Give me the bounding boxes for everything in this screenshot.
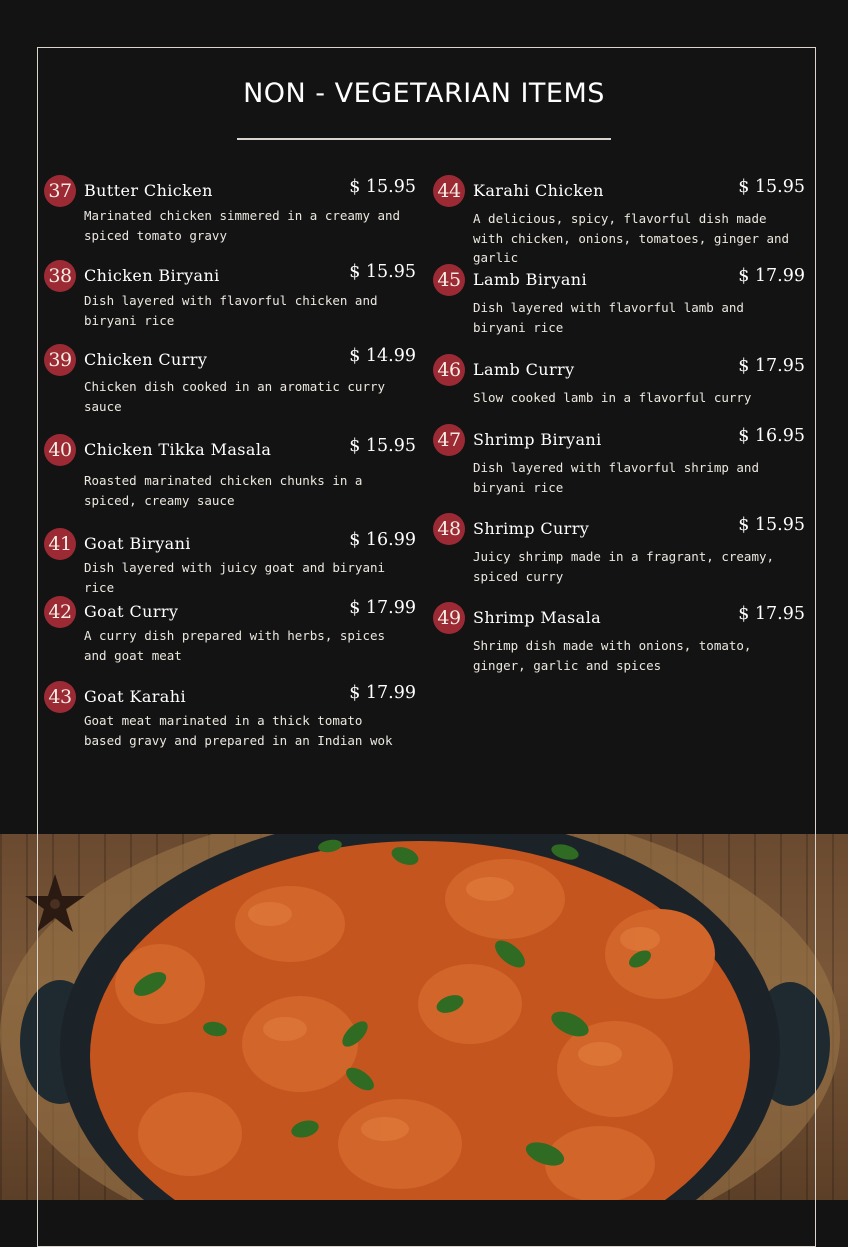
item-number-badge: 42	[44, 596, 76, 628]
item-description: Chicken dish cooked in an aromatic curry sauce	[84, 379, 386, 414]
curry-bowl-illustration	[0, 834, 848, 1200]
item-name: Chicken Biryani	[84, 266, 220, 285]
item-price: $ 16.99	[349, 530, 416, 550]
item-number-badge: 48	[433, 513, 465, 545]
menu-item-44	[433, 175, 805, 265]
menu-item-37	[44, 175, 416, 245]
item-name: Lamb Curry	[473, 360, 575, 379]
item-number-badge: 39	[44, 344, 76, 376]
item-description: Dish layered with flavorful shrimp and biryani rice	[473, 460, 759, 495]
item-name: Goat Karahi	[84, 687, 186, 706]
title-divider	[237, 138, 611, 140]
item-price: $ 17.95	[738, 604, 805, 624]
item-number-badge: 44	[433, 175, 465, 207]
item-price: $ 15.95	[738, 177, 805, 197]
menu-item-42	[44, 596, 416, 666]
item-price: $ 15.95	[349, 262, 416, 282]
item-description: Juicy shrimp made in a fragrant, creamy, spiced curry	[473, 549, 775, 584]
item-price: $ 17.99	[349, 598, 416, 618]
menu-item-49	[433, 602, 805, 672]
item-name: Chicken Curry	[84, 350, 208, 369]
item-number-badge: 47	[433, 424, 465, 456]
item-number-badge: 46	[433, 354, 465, 386]
menu-title: NON - VEGETARIAN ITEMS	[243, 78, 605, 109]
item-description: Dish layered with juicy goat and biryani rice	[84, 560, 386, 595]
item-price: $ 17.99	[349, 683, 416, 703]
menu-item-43	[44, 681, 416, 751]
item-number-badge: 49	[433, 602, 465, 634]
item-name: Shrimp Biryani	[473, 430, 602, 449]
item-description: Slow cooked lamb in a flavorful curry	[473, 390, 752, 405]
item-description: A curry dish prepared with herbs, spices and goat meat	[84, 628, 386, 663]
item-description: Shrimp dish made with onions, tomato, ginger, garlic and spices	[473, 638, 752, 673]
item-name: Lamb Biryani	[473, 270, 587, 289]
menu-item-46	[433, 354, 805, 404]
item-description: Marinated chicken simmered in a creamy and spiced tomato gravy	[84, 208, 401, 243]
item-number-badge: 43	[44, 681, 76, 713]
menu-item-45	[433, 264, 805, 334]
item-name: Chicken Tikka Masala	[84, 440, 272, 459]
item-name: Shrimp Masala	[473, 608, 602, 627]
menu-item-48	[433, 513, 805, 583]
item-price: $ 15.95	[738, 515, 805, 535]
item-name: Karahi Chicken	[473, 181, 604, 200]
item-description: Dish layered with flavorful chicken and biryani rice	[84, 293, 378, 328]
menu-item-47	[433, 424, 805, 494]
menu-item-40	[44, 434, 416, 508]
menu-item-38	[44, 260, 416, 330]
item-description: A delicious, spicy, flavorful dish made with chicken, onions, tomatoes, ginger and garlic	[473, 211, 790, 265]
item-description: Dish layered with flavorful lamb and biryani rice	[473, 300, 744, 335]
item-number-badge: 38	[44, 260, 76, 292]
item-name: Goat Biryani	[84, 534, 191, 553]
menu-item-39	[44, 344, 416, 414]
item-description: Roasted marinated chicken chunks in a spiced, creamy sauce	[84, 473, 363, 508]
menu-item-41	[44, 528, 416, 595]
curry-photo	[0, 834, 848, 1200]
item-price: $ 15.95	[349, 177, 416, 197]
item-price: $ 15.95	[349, 436, 416, 456]
item-number-badge: 41	[44, 528, 76, 560]
item-number-badge: 40	[44, 434, 76, 466]
item-price: $ 14.99	[349, 346, 416, 366]
item-number-badge: 45	[433, 264, 465, 296]
item-price: $ 16.95	[738, 426, 805, 446]
item-name: Butter Chicken	[84, 181, 213, 200]
item-description: Goat meat marinated in a thick tomato based gravy and prepared in an Indian wok	[84, 713, 393, 748]
item-price: $ 17.99	[738, 266, 805, 286]
item-number-badge: 37	[44, 175, 76, 207]
item-name: Goat Curry	[84, 602, 179, 621]
item-name: Shrimp Curry	[473, 519, 590, 538]
item-price: $ 17.95	[738, 356, 805, 376]
